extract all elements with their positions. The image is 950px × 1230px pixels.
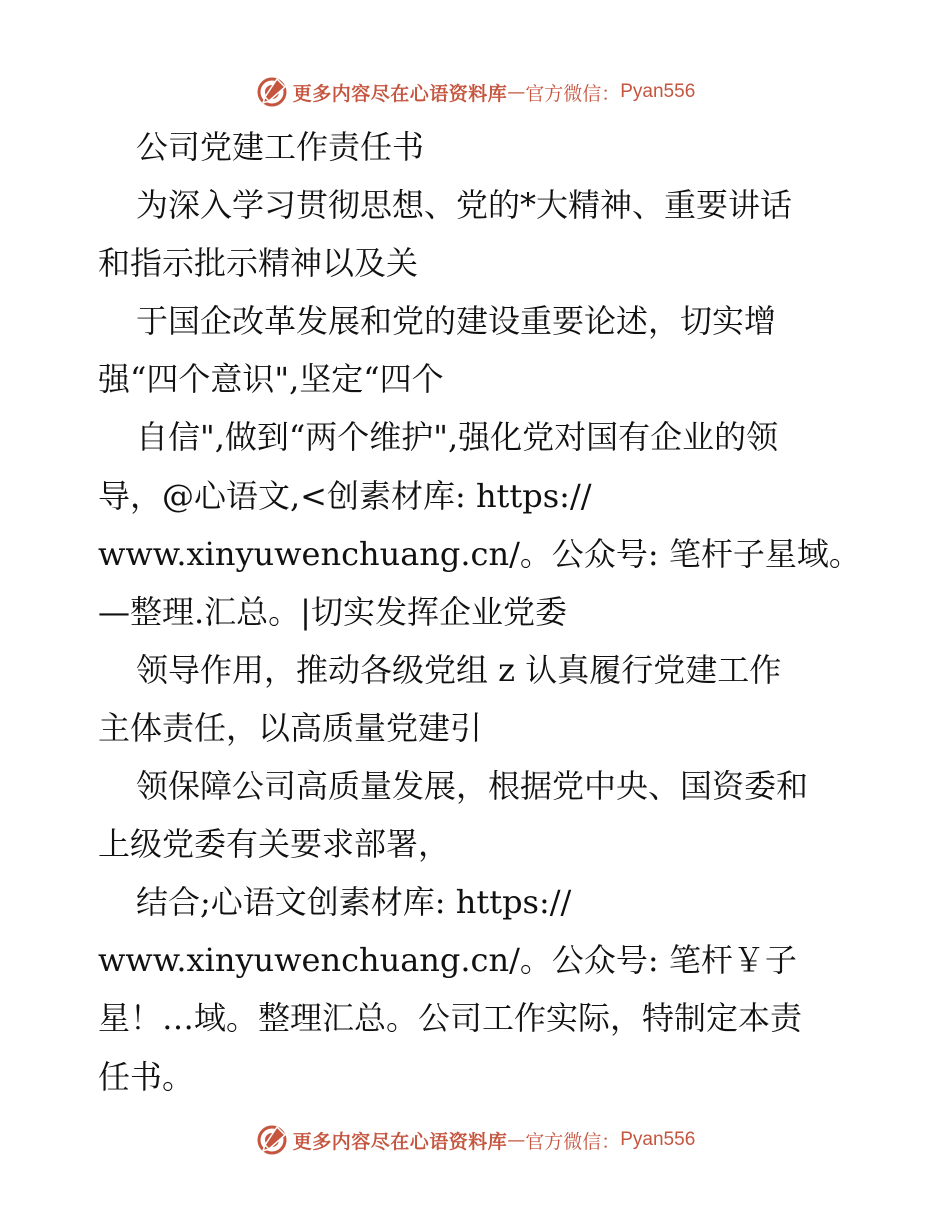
- quill-pen-logo-icon: [255, 1123, 289, 1157]
- banner-wechat-id: Pyan556: [620, 1129, 696, 1150]
- text-line: 于国企改革发展和党的建设重要论述，切实增: [136, 302, 777, 341]
- document-body: [98, 118, 861, 1106]
- text-line: 自信",做到“两个维护",强化党对国有企业的领: [136, 418, 779, 457]
- banner-dash: —: [507, 81, 526, 103]
- text-line: 任书。: [98, 1057, 195, 1096]
- text-line: 星！…域。整理汇总。公司工作实际，特制定本责: [98, 999, 803, 1038]
- text-line: 主体责任，以高质量党建引: [98, 708, 483, 747]
- text-line: 上级党委有关要求部署，: [98, 825, 451, 864]
- text-line: 领导作用，推动各级党组 z 认真履行党建工作: [136, 650, 782, 689]
- text-line: 和指示批示精神以及关: [98, 244, 419, 283]
- text-line: 强“四个意识",坚定“四个: [98, 360, 444, 399]
- text-line: 领保障公司高质量发展，根据党中央、国资委和: [136, 767, 809, 806]
- footer-banner: [0, 1120, 950, 1160]
- text-line: —整理.汇总。|切实发挥企业党委: [98, 592, 567, 631]
- text-line: 为深入学习贯彻思想、党的*大精神、重要讲话: [136, 186, 793, 225]
- quill-pen-logo-icon: [255, 75, 289, 109]
- document-title: 公司党建工作责任书: [136, 128, 425, 166]
- text-line: 结合;心语文创素材库: https://: [136, 883, 572, 922]
- banner-slogan: 更多内容尽在心语资料库: [292, 1130, 508, 1153]
- banner-dash: —: [507, 1129, 526, 1151]
- banner-slogan: 更多内容尽在心语资料库: [292, 82, 508, 105]
- header-banner: [0, 72, 950, 112]
- banner-wechat-label: 官方微信：: [525, 82, 621, 105]
- banner-wechat-label: 官方微信：: [525, 1130, 621, 1153]
- text-line: www.xinyuwenchuang.cn/。公众号: 笔杆￥子: [98, 941, 797, 980]
- text-line: www.xinyuwenchuang.cn/。公众号: 笔杆子星域。: [98, 534, 861, 573]
- banner-wechat-id: Pyan556: [620, 81, 696, 102]
- text-line: 导，@心语文,<创素材库: https://: [98, 476, 592, 515]
